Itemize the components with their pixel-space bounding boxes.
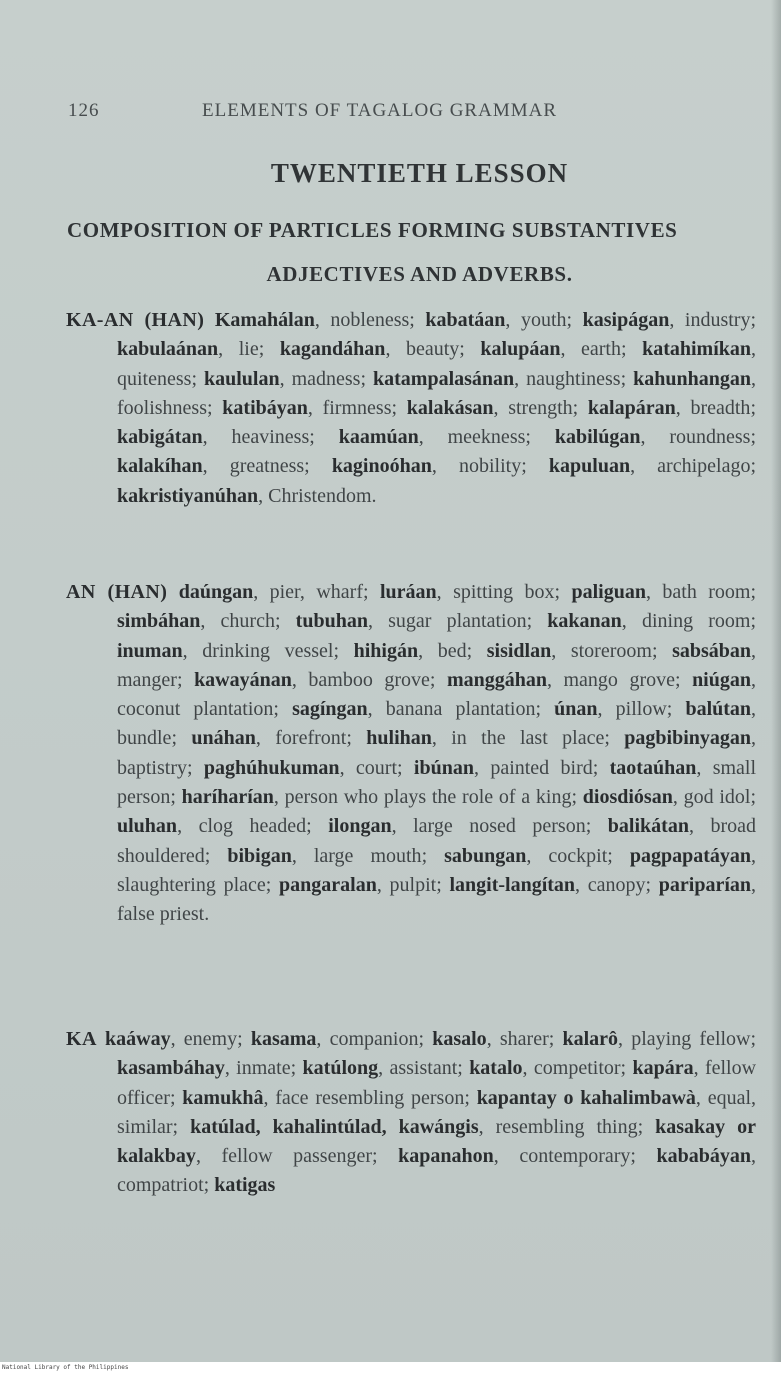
headword: kapanahon	[398, 1145, 494, 1168]
gloss: baptistry	[117, 756, 187, 779]
headword: pangaralan	[279, 873, 377, 896]
gloss: inmate	[236, 1057, 291, 1080]
headword: kaululan	[203, 367, 280, 390]
gloss: slaughtering place	[117, 873, 266, 896]
gloss: heaviness	[231, 426, 310, 449]
headword: kasipágan	[582, 309, 670, 331]
headword: kababáyan	[656, 1145, 752, 1168]
headword: kabigátan	[117, 426, 203, 449]
gloss: fellow passenger	[221, 1145, 373, 1168]
headword: kaáway	[105, 1028, 171, 1050]
gloss: pillow	[615, 698, 667, 721]
gloss: playing fellow	[631, 1028, 751, 1050]
headword: kagandáhan	[279, 338, 386, 361]
gloss: quiteness	[117, 367, 192, 390]
gloss: small person	[117, 756, 757, 809]
headword: unáhan	[191, 727, 256, 750]
gloss: mango grove	[563, 668, 675, 691]
gloss: roundness	[669, 426, 751, 449]
headword: kaginoóhan	[331, 455, 432, 478]
headword: kapantay o kahalimbawà	[476, 1086, 696, 1109]
library-credit: National Library of the Philippines	[0, 1362, 781, 1373]
headword: ibúnan	[413, 756, 474, 779]
headword: kalakíhan	[117, 455, 203, 478]
headword: kabilúgan	[554, 426, 641, 449]
headword: hulihan	[366, 727, 432, 750]
gloss: cockpit	[548, 844, 608, 867]
gloss: lie	[238, 338, 259, 361]
lesson-title: TWENTIETH LESSON	[270, 158, 569, 188]
gloss: manger	[117, 668, 177, 691]
headword: luráan	[379, 581, 437, 603]
headword: únan	[554, 698, 598, 721]
gloss: bed	[437, 639, 467, 662]
headword: kalapáran	[587, 396, 676, 419]
lesson-subtitle-line-2: ADJECTIVES AND ADVERBS.	[266, 262, 573, 286]
running-head	[68, 100, 648, 126]
entry-prefix: AN (HAN)	[66, 581, 168, 603]
headword: paghúhukuman	[203, 756, 340, 779]
gloss: foolishness	[117, 396, 207, 419]
gloss: fellow officer	[117, 1057, 757, 1109]
gloss: large mouth	[313, 844, 422, 867]
gloss: painted bird	[490, 756, 593, 779]
running-title: ELEMENTS OF TAGALOG GRAMMAR	[202, 100, 558, 121]
gloss: dining room	[641, 610, 751, 633]
headword: katúlad, kahalintúlad, kawángis	[190, 1115, 479, 1138]
headword: kamukhâ	[182, 1086, 264, 1109]
gloss: meekness	[447, 426, 526, 449]
gloss: Christendom	[268, 484, 372, 507]
gloss: false priest	[117, 903, 205, 926]
gloss: archipelago	[657, 455, 751, 478]
headword: tubuhan	[295, 610, 368, 633]
gloss: face resembling person	[275, 1086, 465, 1109]
gloss: naughtiness	[526, 367, 621, 390]
headword: kapuluan	[548, 455, 631, 478]
entry-prefix: KA	[66, 1028, 97, 1050]
gloss: enemy	[183, 1028, 238, 1050]
gloss: spitting box	[453, 581, 555, 603]
headword: hihigán	[353, 639, 419, 662]
gloss: bamboo grove	[308, 668, 430, 691]
headword: sabungan	[444, 844, 527, 867]
gloss: pulpit	[389, 873, 437, 896]
headword: sisidlan	[486, 639, 552, 662]
headword: langit-langítan	[449, 873, 576, 896]
headword: katigas	[214, 1174, 276, 1197]
headword: sagíngan	[292, 698, 368, 721]
gloss: strength	[508, 396, 573, 419]
headword: katúlong	[302, 1057, 379, 1080]
gloss: greatness	[229, 455, 305, 478]
gloss: breadth	[690, 396, 751, 419]
headword: uluhan	[117, 815, 178, 838]
entry-prefix: KA-AN (HAN)	[66, 309, 205, 331]
entry-ka-an: KA-AN (HAN) Kamahálan, nobleness; kabatáan, youth; kasipágan, industry; kabulaánan, lie; kagandáhan, beauty; kalupáan, earth; katahimíkan, quiteness; kaululan, madness; katampalasánan, naughtiness; kahunhangan, foolishness; katibáyan, firmness; kalakásan, strength; kalapáran, breadth; kabigátan, heaviness; kaamúan, meekness; kabilúgan, roundness; kalakíhan, greatness; kaginoóhan, nobility; kapuluan, archipelago; kakristiyanúhan, Christendom.	[66, 309, 757, 507]
headword: kaamúan	[338, 426, 419, 449]
gloss: contemporary	[519, 1145, 631, 1168]
headword: inuman	[117, 639, 183, 662]
headword: balútan	[685, 698, 752, 721]
headword: kasambáhay	[117, 1057, 225, 1080]
gloss: compatriot	[117, 1174, 204, 1197]
headword: paliguan	[571, 581, 646, 603]
gloss: storeroom	[570, 639, 652, 662]
headword: kawayánan	[194, 668, 292, 691]
gloss: equal, similar	[117, 1086, 757, 1138]
headword: daúngan	[178, 581, 254, 603]
gloss: banana plantation	[385, 698, 536, 721]
headword: pagbibinyagan	[624, 727, 751, 750]
headword: simbáhan	[117, 610, 201, 633]
gloss: church	[220, 610, 275, 633]
lesson-subtitle-line-1: COMPOSITION OF PARTICLES FORMING SUBSTANTIVES	[67, 218, 678, 242]
gloss: competitor	[533, 1057, 621, 1080]
gloss: madness	[291, 367, 361, 390]
headword: katampalasánan	[373, 367, 515, 390]
gloss: bundle	[117, 727, 172, 750]
headword: kalakásan	[406, 396, 494, 419]
page-number: 126	[68, 100, 100, 121]
gloss: assistant	[389, 1057, 458, 1080]
headword: ilongan	[328, 815, 392, 838]
headword: kakanan	[547, 610, 622, 633]
headword: sabsában	[672, 639, 752, 662]
gloss: sharer	[499, 1028, 549, 1050]
gloss: canopy	[587, 873, 646, 896]
gloss: drinking vessel	[202, 639, 334, 662]
gloss: god idol	[683, 786, 751, 809]
entry-an: AN (HAN) daúngan, pier, wharf; luráan, spitting box; paliguan, bath room; simbáhan, church; tubuhan, sugar plantation; kakanan, dining room; inuman, drinking vessel; hihigán, bed; sisidlan, storeroom; sabsában, manger; kawayánan, bamboo grove; manggáhan, mango grove; niúgan, coconut plantation; sagíngan, banana plantation; únan, pillow; balútan, bundle; unáhan, forefront; hulihan, in the last place; pagbibinyagan, baptistry; paghúhukuman, court; ibúnan, painted bird; taotaúhan, small person; haríharían, person who plays the role of a king; diosdiósan, god idol; uluhan, clog headed; ilongan, large nosed person; balikátan, broad shouldered; bibigan, large mouth; sabungan, cockpit; pagpapatáyan, slaughtering place; pangaralan, pulpit; langit-langítan, canopy; pariparían, false priest.	[66, 581, 757, 926]
gloss: bath room	[662, 581, 751, 603]
gloss: person who plays the role of a king	[284, 786, 572, 809]
headword: bibigan	[227, 844, 292, 867]
headword: haríharían	[181, 786, 274, 809]
headword: kabatáan	[425, 309, 506, 331]
headword: katalo	[469, 1057, 523, 1080]
gloss: forefront	[275, 727, 347, 750]
headword: Kamahálan	[214, 309, 315, 331]
gloss: firmness	[322, 396, 392, 419]
headword: katibáyan	[222, 396, 308, 419]
gloss: resembling thing	[495, 1115, 638, 1138]
headword: kalarô	[562, 1028, 619, 1050]
headword: katahimíkan	[642, 338, 752, 361]
headword: diosdiósan	[582, 786, 673, 809]
gloss: in the last place	[451, 727, 605, 750]
gloss: earth	[581, 338, 621, 361]
gloss: companion	[329, 1028, 419, 1050]
headword: balikátan	[607, 815, 689, 838]
gloss: court	[355, 756, 397, 779]
gloss: industry	[684, 309, 751, 331]
headword: niúgan	[692, 668, 751, 691]
headword: kasama	[250, 1028, 317, 1050]
entry-ka: KA kaáway, enemy; kasama, companion; kasalo, sharer; kalarô, playing fellow; kasambáhay, inmate; katúlong, assistant; katalo, competitor; kapára, fellow officer; kamukhâ, face resembling person; kapantay o kahalimbawà, equal, similar; katúlad, kahalintúlad, kawángis, resembling thing; kasakay or kalakbay, fellow passenger; kapanahon, contemporary; kababáyan, compatriot; katigas	[66, 1028, 757, 1197]
gloss: youth	[520, 309, 567, 331]
headword: manggáhan	[446, 668, 547, 691]
gloss: pier, wharf	[269, 581, 363, 603]
headword: taotaúhan	[609, 756, 697, 779]
gloss: nobleness	[330, 309, 410, 331]
headword: pariparían	[658, 873, 752, 896]
headword: kasakay or kalakbay	[117, 1115, 757, 1168]
headword: kasalo	[432, 1028, 487, 1050]
headword: kapára	[632, 1057, 694, 1080]
gloss: beauty	[405, 338, 460, 361]
headword: pagpapatáyan	[629, 844, 752, 867]
headword: kalupáan	[480, 338, 561, 361]
gloss: coconut plantation	[117, 698, 274, 721]
gloss: large nosed person	[413, 815, 586, 838]
gloss: clog headed	[198, 815, 307, 838]
gloss: sugar plantation	[388, 610, 527, 633]
gloss: broad shouldered	[117, 815, 757, 867]
headword: kahunhangan	[633, 367, 752, 390]
gloss: nobility	[458, 455, 522, 478]
headword: kabulaánan	[117, 338, 219, 361]
headword: kakristiyanúhan	[117, 484, 259, 507]
